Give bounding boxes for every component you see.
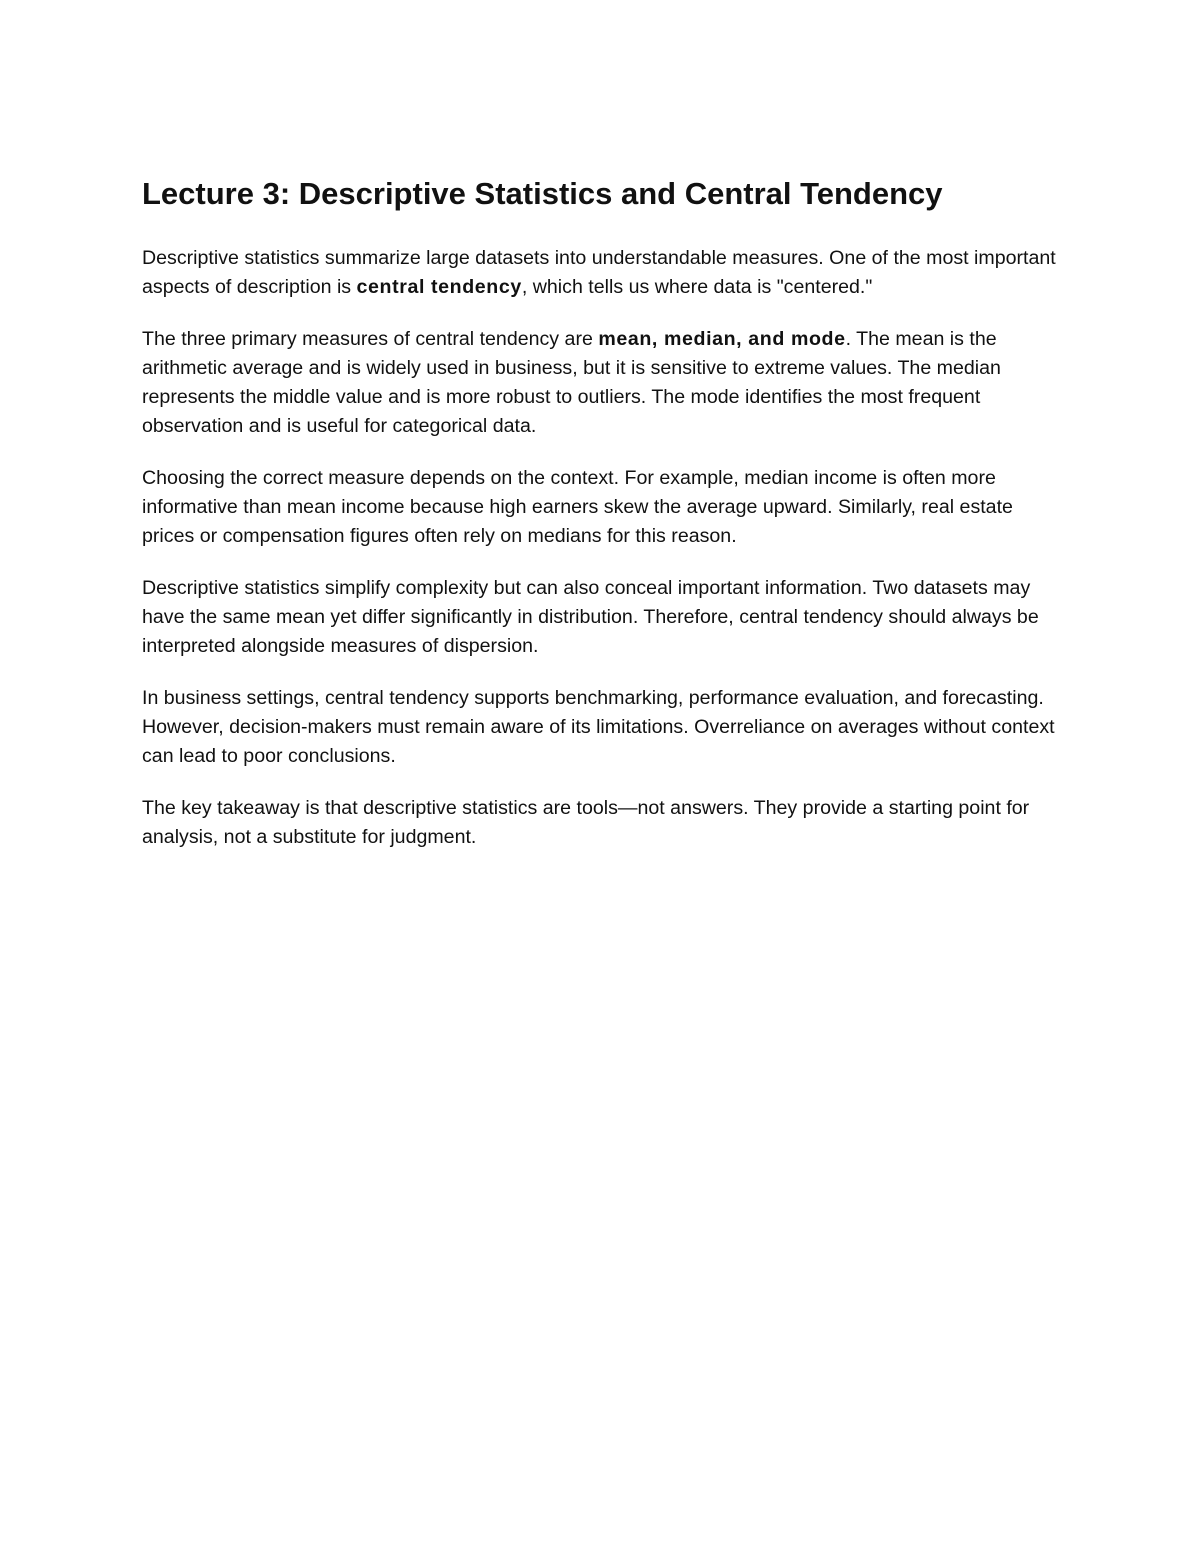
paragraph-3: Choosing the correct measure depends on the context. For example, median income is often more informative than mean income because high earners skew the average upward. Similarly, real estate prices or compensation figures often rely on medians for this reason. [142,467,1013,547]
paragraph-1-text-after: , which tells us where data is "centered." [521,276,873,298]
paragraph-2 [142,325,1062,441]
page-title: Lecture 3: Descriptive Statistics and Central Tendency [142,176,943,211]
document-body [142,172,1062,875]
paragraph-5: In business settings, central tendency supports benchmarking, performance evaluation, and forecasting. However, decision-makers must remain aware of its limitations. Overreliance on averages without context can lead to poor conclusions. [142,687,1055,767]
paragraph-2-text-before: The three primary measures of central tendency are [142,328,599,350]
paragraph-1 [142,244,1062,302]
paragraph-1-text-before: Descriptive statistics summarize large datasets into understandable measures. One of the most important aspects of description is [142,247,1056,298]
paragraph-4: Descriptive statistics simplify complexity but can also conceal important information. Two datasets may have the same mean yet differ significantly in distribution. Therefore, central tendency should always be interpreted alongside measures of dispersion. [142,577,1039,657]
paragraph-6: The key takeaway is that descriptive statistics are tools—not answers. They provide a starting point for analysis, not a substitute for judgment. [142,797,1030,848]
paragraph-2-text-after: . The mean is the arithmetic average and is widely used in business, but it is sensitive to extreme values. The median represents the middle value and is more robust to outliers. The mode identifies the most frequent observation and is useful for categorical data. [142,328,1001,437]
paragraph-2-bold-term: mean, median, and mode [598,328,846,350]
paragraph-1-bold-term: central tendency [356,276,522,298]
